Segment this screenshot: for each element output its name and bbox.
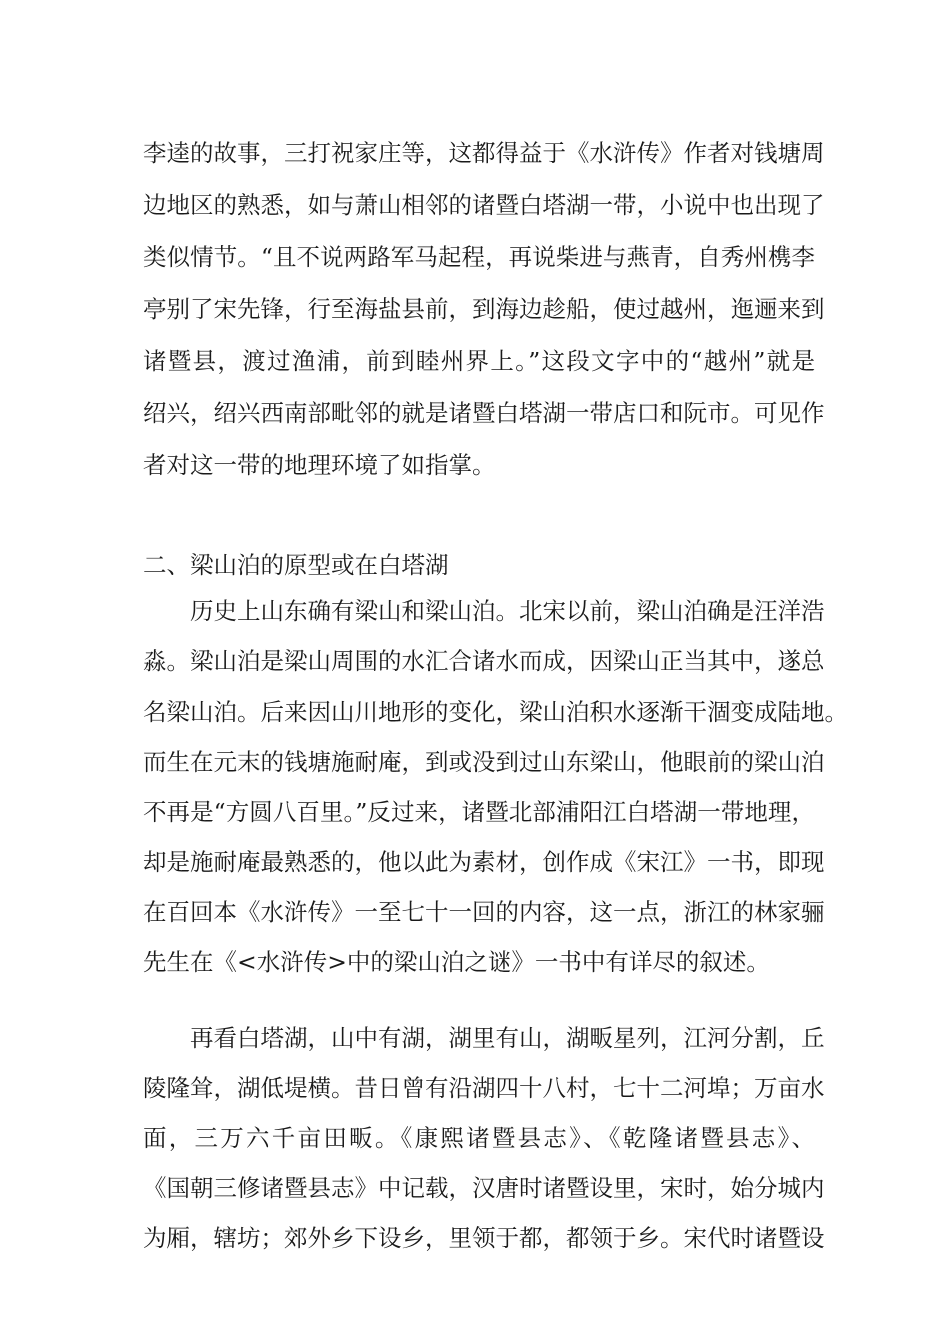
paragraph-line: 绍兴，绍兴西南部毗邻的就是诸暨白塔湖一带店口和阮市。可见作 — [143, 399, 825, 427]
paragraph-line: 名梁山泊。后来因山川地形的变化，梁山泊积水逐渐干涸变成陆地。 — [143, 698, 848, 726]
paragraph-line: 在百回本《水浒传》一至七十一回的内容，这一点，浙江的林家骊 — [143, 898, 825, 926]
paragraph-line: 类似情节。“且不说两路军马起程，再说柴进与燕青，自秀州槜李 — [143, 243, 815, 271]
paragraph-line: 陵隆耸，湖低堤横。昔日曾有沿湖四十八村，七十二河埠；万亩水 — [143, 1074, 825, 1102]
paragraph-line: 再看白塔湖，山中有湖，湖里有山，湖畈星列，江河分割，丘 — [190, 1024, 825, 1052]
paragraph-line: 历史上山东确有梁山和梁山泊。北宋以前，梁山泊确是汪洋浩 — [190, 597, 825, 625]
paragraph-line: 却是施耐庵最熟悉的，他以此为素材，创作成《宋江》一书，即现 — [143, 848, 825, 876]
paragraph-line: 而生在元末的钱塘施耐庵，到或没到过山东梁山，他眼前的梁山泊 — [143, 748, 825, 776]
paragraph-line: 淼。梁山泊是梁山周围的水汇合诸水而成，因梁山正当其中，遂总 — [143, 647, 825, 675]
paragraph-line: 边地区的熟悉，如与萧山相邻的诸暨白塔湖一带，小说中也出现了 — [143, 191, 825, 219]
paragraph-line: 诸暨县，渡过渔浦，前到睦州界上。”这段文字中的“越州”就是 — [143, 347, 815, 375]
paragraph-line: 李逵的故事，三打祝家庄等，这都得益于《水浒传》作者对钱塘周 — [143, 139, 825, 167]
paragraph-line: 面，三万六千亩田畈。《康熙诸暨县志》、《乾隆诸暨县志》、 — [143, 1124, 815, 1152]
paragraph-line: 者对这一带的地理环境了如指掌。 — [143, 451, 496, 479]
paragraph-line: 先生在《<水浒传>中的梁山泊之谜》一书中有详尽的叙述。 — [143, 948, 770, 976]
paragraph-line: 不再是“方圆八百里。”反过来，诸暨北部浦阳江白塔湖一带地理， — [143, 798, 815, 826]
section-heading: 二、梁山泊的原型或在白塔湖 — [143, 551, 449, 579]
paragraph-line: 为厢，辖坊；郊外乡下设乡，里领于都，都领于乡。宋代时诸暨设 — [143, 1224, 825, 1252]
paragraph-line: 亭别了宋先锋，行至海盐县前，到海边趁船，使过越州，迤逦来到 — [143, 295, 825, 323]
paragraph-line: 《国朝三修诸暨县志》中记载，汉唐时诸暨设里，宋时，始分城内 — [143, 1174, 825, 1202]
